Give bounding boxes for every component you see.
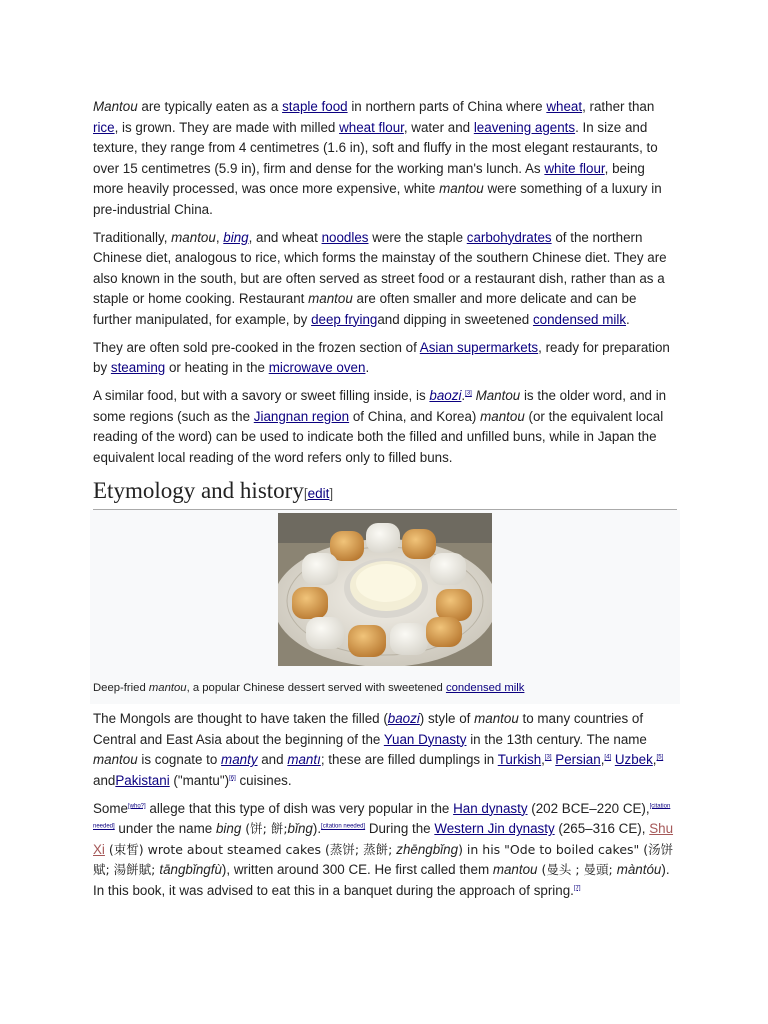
text: and [93, 772, 116, 788]
term-mantou: mantou [93, 752, 138, 767]
bracket: ] [329, 486, 334, 501]
text: in the 13th century. The name [466, 731, 647, 747]
text: . [461, 388, 466, 403]
link-carbohydrates[interactable]: carbohydrates [466, 229, 552, 245]
text: , [600, 752, 605, 767]
link-asian-supermarkets[interactable]: Asian supermarkets [419, 339, 539, 355]
text: The Mongols are thought to have taken the filled ( [93, 711, 388, 726]
link-rice[interactable]: rice [93, 119, 115, 135]
link-steaming[interactable]: steaming [110, 360, 166, 375]
link-baozi[interactable]: baozi [429, 388, 462, 403]
link-staple-food[interactable]: staple food [282, 99, 348, 114]
link-pakistani[interactable]: Pakistani [115, 772, 170, 788]
link-persian[interactable]: Persian [555, 752, 601, 767]
term-mantou: mantou [439, 181, 484, 196]
paragraph-baozi [93, 386, 677, 468]
text: During the [365, 821, 435, 836]
text: were the staple [368, 229, 467, 245]
paragraph-mongols [93, 709, 677, 791]
term-mantou: mantou [480, 408, 525, 424]
text: is cognate to [137, 752, 222, 767]
citation-needed-2[interactable]: [citation needed] [321, 823, 366, 830]
text: ("mantu") [169, 772, 230, 788]
text: , water and [403, 119, 474, 135]
link-baozi-2[interactable]: baozi [387, 711, 420, 726]
link-white-flour[interactable]: white flour [544, 160, 605, 176]
text: and dipping in sweetened [377, 311, 533, 327]
reference-5[interactable]: [5] [656, 754, 664, 761]
text: , [215, 229, 224, 245]
text: , [541, 752, 545, 767]
term-mantou: mantou [492, 862, 538, 877]
pinyin: bǐng [287, 821, 313, 836]
mantou-plate-image [278, 513, 492, 666]
text: under the name [114, 821, 216, 836]
text: (202 BCE–220 CE), [527, 800, 650, 816]
text: of China, and Korea) [349, 408, 481, 424]
text: Traditionally, [93, 229, 172, 245]
chinese-text: (曼头 ; 曼頭; [537, 862, 617, 877]
reference-3b[interactable]: [3] [544, 754, 552, 761]
link-western-jin-dynasty[interactable]: Western Jin dynasty [434, 821, 555, 836]
link-wheat[interactable]: wheat [546, 99, 583, 114]
text: ) style of [419, 711, 475, 726]
text: , and wheat [248, 229, 322, 245]
chinese-text: (束皙) wrote about steamed cakes (蒸饼; 蒸餅; [104, 841, 397, 857]
pinyin: zhēngbǐng [396, 841, 459, 857]
link-shu-xi[interactable]: Shu Xi [93, 821, 674, 857]
text: . [626, 311, 630, 327]
link-uzbek[interactable]: Uzbek [614, 752, 653, 767]
text: , [652, 752, 657, 767]
text: is the older word, and in some regions (such as the [93, 388, 667, 424]
link-jiangnan-region[interactable]: Jiangnan region [253, 408, 350, 424]
term-mantou: Mantou [93, 99, 138, 114]
link-turkish[interactable]: Turkish [497, 752, 542, 767]
heading-title: Etymology and history [93, 478, 304, 503]
text: of the northern Chinese diet, analogous to rice, which forms the mainstay of the southern Chinese diet. They are also known in the south, but are often served as street food or a restaurant dish, rather than as a staple or home cooking. Restaurant [93, 229, 667, 306]
term-bing: bing [215, 821, 242, 836]
link-manty[interactable]: manty [221, 752, 258, 767]
text: ), written around 300 CE. He first called them [221, 862, 493, 877]
link-yuan-dynasty[interactable]: Yuan Dynasty [383, 731, 467, 747]
text: are often smaller and more delicate and can be further manipulated, for example, by [93, 291, 637, 327]
link-han-dynasty[interactable]: Han dynasty [453, 800, 528, 816]
citation-needed-1[interactable]: [citation needed] [93, 803, 671, 830]
figure-deep-fried-mantou [90, 510, 680, 704]
photo-deep-fried-mantou[interactable] [278, 513, 492, 666]
text: cuisines. [235, 772, 292, 788]
link-condensed-milk[interactable]: condensed milk [532, 311, 627, 327]
link-deep-frying[interactable]: deep frying [311, 311, 378, 327]
text: are typically eaten as a [137, 99, 283, 114]
text: , ready for preparation by [93, 339, 670, 375]
text: They are often sold pre-cooked in the frozen section of [93, 339, 420, 355]
edit-section [304, 486, 333, 501]
term-mantou: mantou [308, 291, 353, 306]
link-manti[interactable]: mantı [287, 752, 321, 767]
pinyin: tāngbǐngfù [159, 862, 222, 877]
text: were something of a luxury in pre-industrial China. [93, 181, 662, 217]
link-microwave-oven[interactable]: microwave oven [268, 360, 366, 375]
text: (or the equivalent local reading of the word) can be used to indicate both the filled and unfilled buns, while in Japan the equivalent local reading of the word refers only to filled buns. [93, 408, 664, 465]
text: ; these are filled dumplings in [320, 752, 498, 767]
text: Deep-fried [93, 682, 149, 694]
edit-link[interactable]: edit [307, 486, 330, 501]
reference-7[interactable]: [7] [573, 885, 581, 892]
text: ). In this book, it was advised to eat this in a banquet during the approach of spring. [93, 862, 670, 898]
link-wheat-flour[interactable]: wheat flour [339, 119, 404, 135]
text: or heating in the [165, 360, 269, 375]
term-mantou: mantou [148, 682, 187, 694]
text: . [365, 360, 370, 375]
link-noodles[interactable]: noodles [321, 229, 369, 245]
text: to many countries of Central and East Asia about the beginning of the [93, 711, 644, 747]
text: . In size and texture, they range from 4 centimetres (1.6 in), soft and fluffy in the most elegant restaurants, to over 15 centimetres (5.9 in), firm and dense for the working man's lunch. As [93, 119, 658, 176]
reference-4[interactable]: [4] [604, 754, 612, 761]
text: allege that this type of dish was very popular in the [145, 800, 454, 816]
paragraph-traditionally [93, 228, 677, 331]
bracket: [ [303, 486, 308, 501]
link-bing[interactable]: bing [223, 229, 249, 245]
section-heading-etymology [93, 478, 677, 510]
link-leavening-agents[interactable]: leavening agents [473, 119, 576, 135]
paragraph-han-dynasty [93, 799, 677, 902]
term-mantou: mantou [171, 229, 216, 245]
pinyin: màntóu [616, 862, 662, 877]
article-body [93, 97, 677, 909]
reference-3[interactable]: [3] [465, 390, 472, 397]
term-mantou: mantou [474, 711, 519, 726]
text: and [257, 752, 288, 767]
text: (265–316 CE), [554, 821, 650, 836]
text: Some [93, 800, 128, 816]
chinese-text: ) in his "Ode to boiled cakes" (汤饼赋; 湯餅賦; [93, 841, 674, 877]
chinese-text: (饼; 餅; [241, 821, 288, 836]
text: , a popular Chinese dessert served with sweetened [186, 682, 446, 694]
paragraph-intro [93, 97, 677, 220]
term-mantou: Mantou [475, 388, 521, 403]
text: A similar food, but with a savory or sweet filling inside, is [93, 388, 430, 403]
text: , is grown. They are made with milled [114, 119, 340, 135]
reference-6[interactable]: [6] [229, 775, 236, 782]
who-tag[interactable]: [who?] [127, 803, 146, 810]
link-condensed-milk-caption[interactable]: condensed milk [445, 682, 525, 694]
figure-caption [93, 680, 677, 696]
text: ). [312, 821, 322, 836]
text: , rather than [582, 99, 655, 114]
text: in northern parts of China where [347, 99, 547, 114]
text: , being more heavily processed, was once more expensive, white [93, 160, 645, 196]
paragraph-frozen [93, 338, 677, 379]
